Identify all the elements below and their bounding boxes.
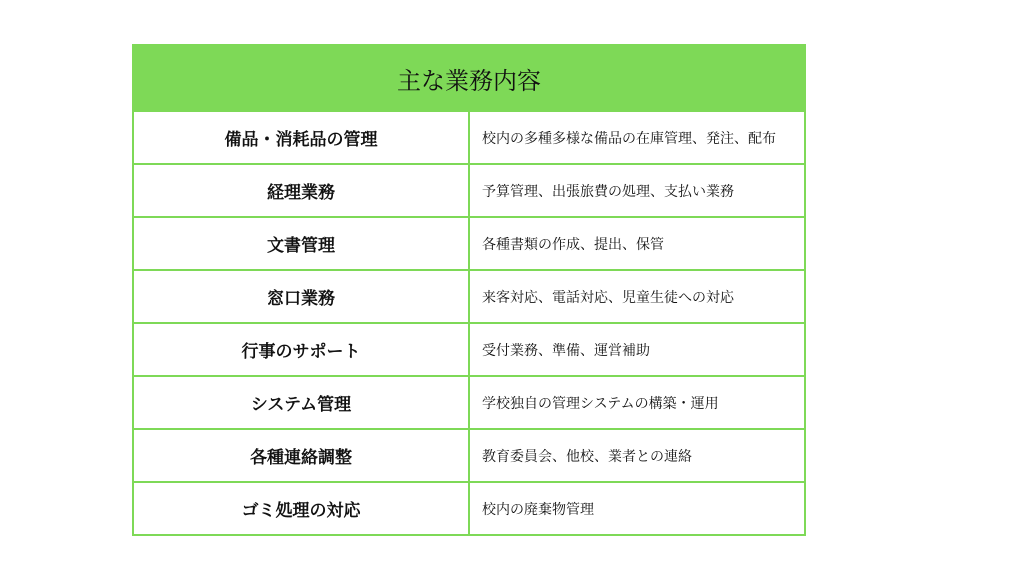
duty-name: ゴミ処理の対応: [133, 482, 469, 535]
table-header-row: [133, 45, 805, 111]
duty-description: 学校独自の管理システムの構築・運用: [469, 376, 805, 429]
table-row: [133, 111, 805, 164]
table-row: [133, 164, 805, 217]
duty-name: 各種連絡調整: [133, 429, 469, 482]
table-row: [133, 323, 805, 376]
duty-description: 各種書類の作成、提出、保管: [469, 217, 805, 270]
table-title: 主な業務内容: [133, 45, 805, 111]
duty-name: 備品・消耗品の管理: [133, 111, 469, 164]
duty-name: 行事のサポート: [133, 323, 469, 376]
duty-name: 窓口業務: [133, 270, 469, 323]
table-row: [133, 270, 805, 323]
duty-description: 校内の廃棄物管理: [469, 482, 805, 535]
duty-name: システム管理: [133, 376, 469, 429]
duty-name: 経理業務: [133, 164, 469, 217]
duty-name: 文書管理: [133, 217, 469, 270]
duty-description: 教育委員会、他校、業者との連絡: [469, 429, 805, 482]
duty-description: 校内の多種多様な備品の在庫管理、発注、配布: [469, 111, 805, 164]
duty-description: 予算管理、出張旅費の処理、支払い業務: [469, 164, 805, 217]
duty-description: 受付業務、準備、運営補助: [469, 323, 805, 376]
table-row: [133, 376, 805, 429]
duty-description: 来客対応、電話対応、児童生徒への対応: [469, 270, 805, 323]
table-row: [133, 429, 805, 482]
table-row: [133, 217, 805, 270]
table-row: [133, 482, 805, 535]
duties-table: [132, 44, 806, 536]
